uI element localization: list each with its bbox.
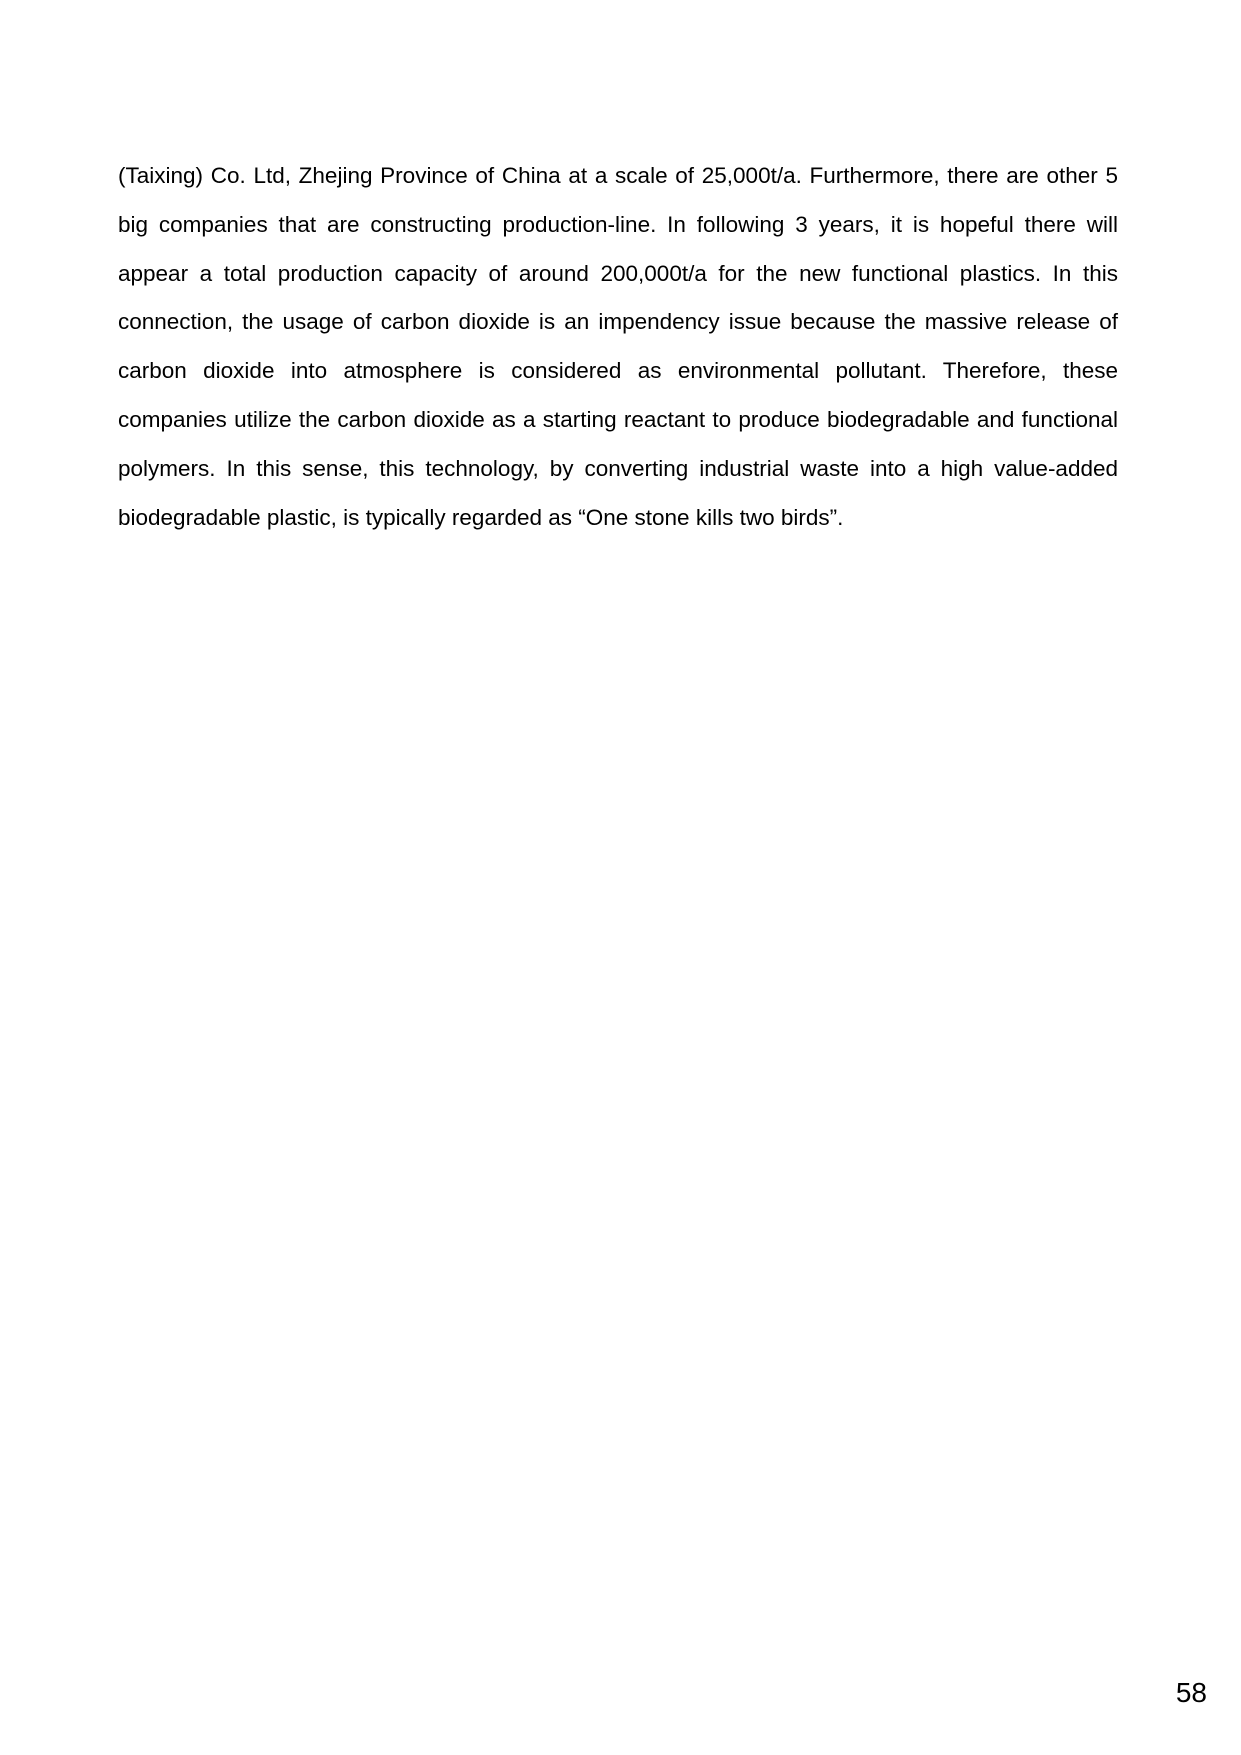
page-number: 58	[1175, 1677, 1207, 1708]
body-paragraph: (Taixing) Co. Ltd, Zhejing Province of China at a scale of 25,000t/a. Furthermore, there are other 5 big companies that are constructing production-line. In following 3 years, it is hopeful there will appear a total production capacity of around 200,000t/a for the new functional plastics. In this connection, the usage of carbon dioxide is an impendency issue because the massive release of carbon dioxide into atmosphere is considered as environmental pollutant. Therefore, these companies utilize the carbon dioxide as a starting reactant to produce biodegradable and functional polymers. In this sense, this technology, by converting industrial waste into a high value-added biodegradable plastic, is typically regarded as “One stone kills two birds”.	[118, 163, 1118, 530]
